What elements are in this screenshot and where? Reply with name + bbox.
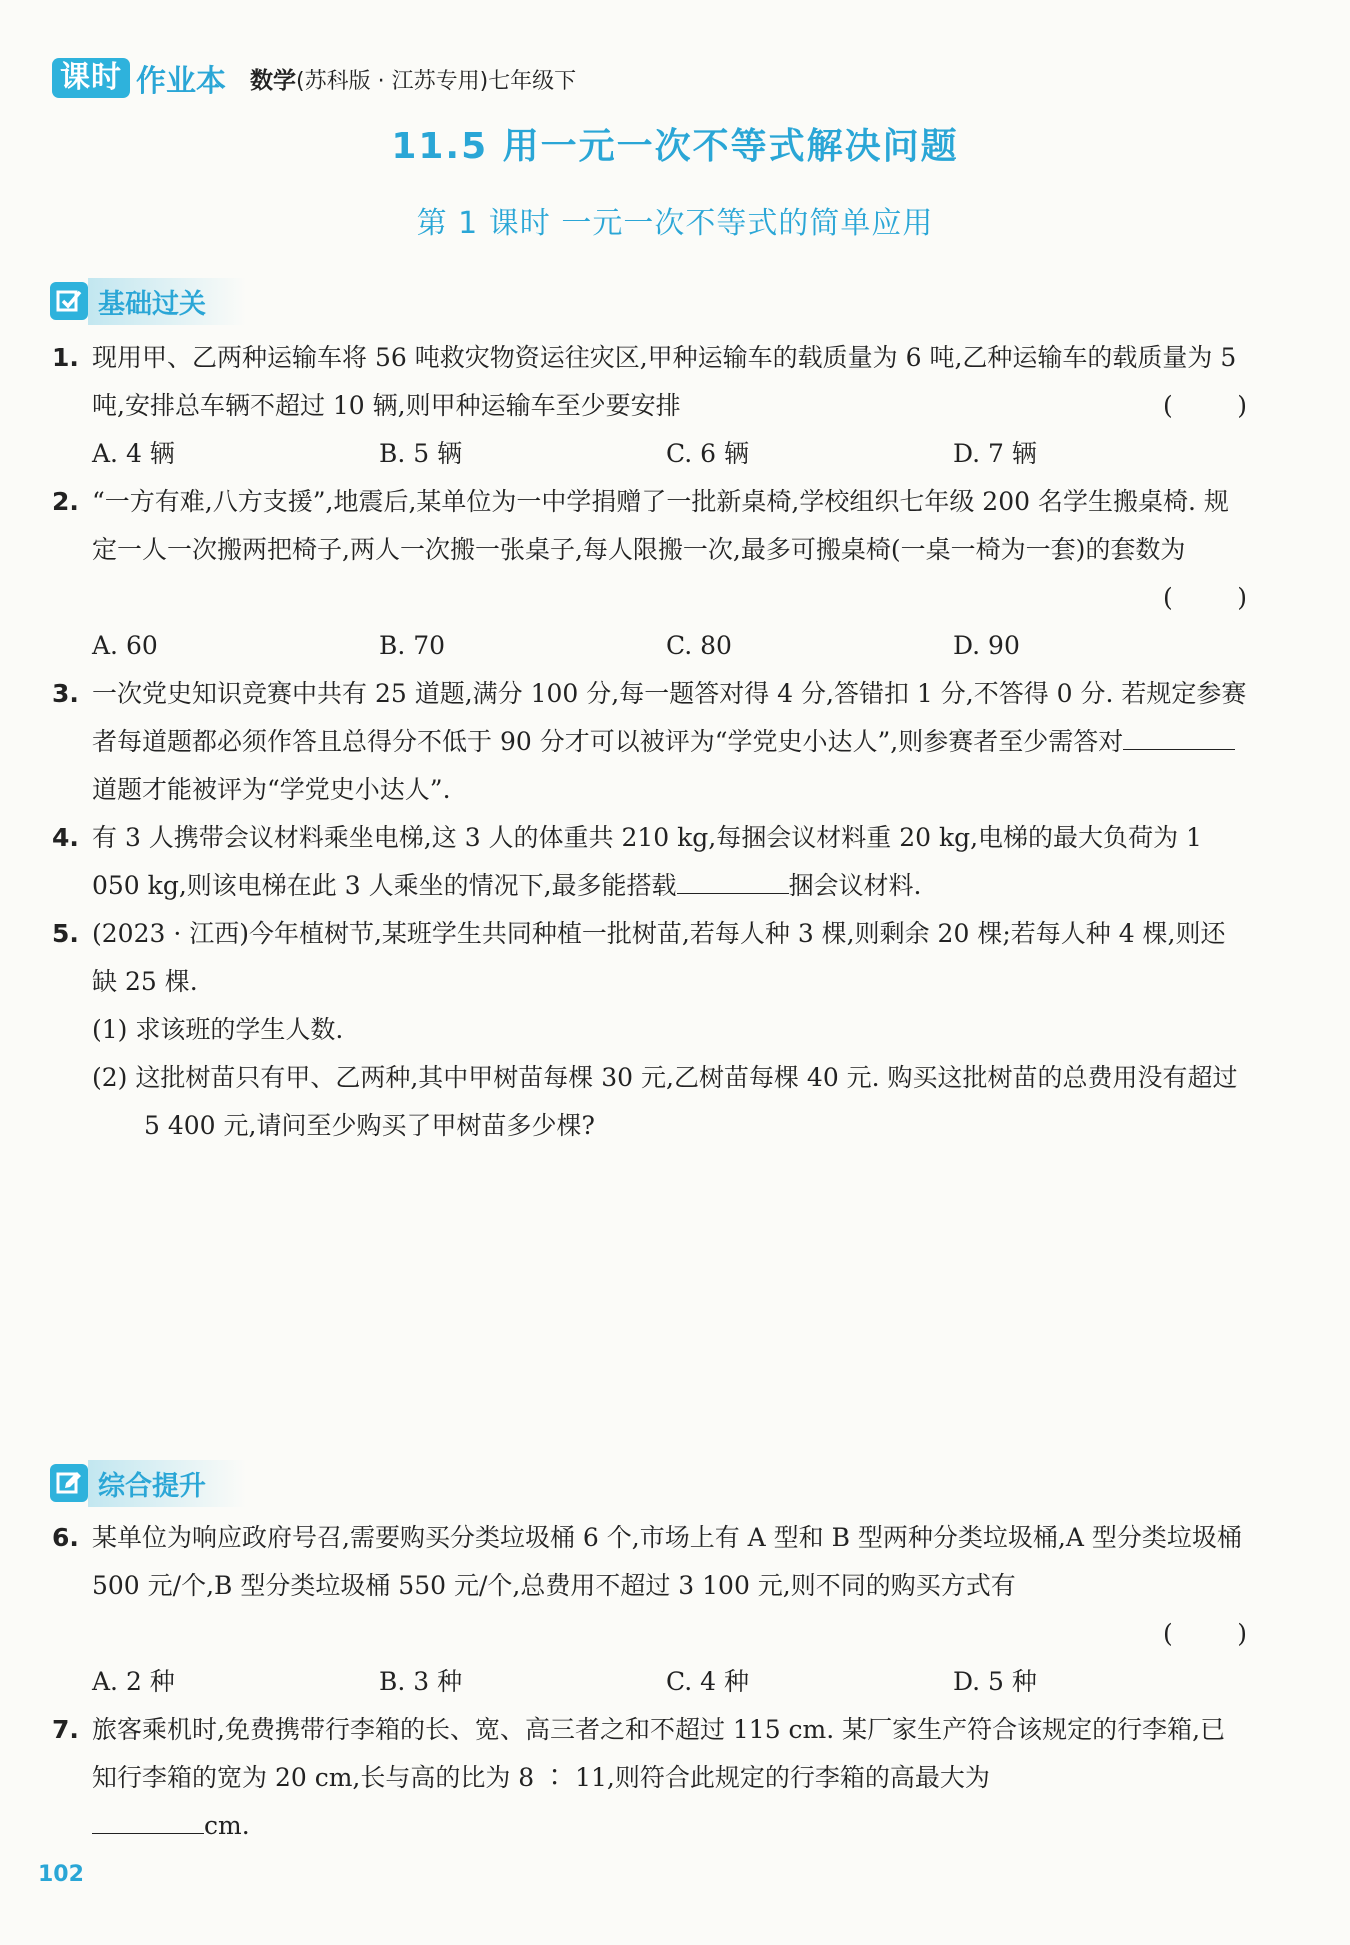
option-c[interactable]: C. 6 辆 — [666, 439, 749, 468]
logo-box: 课时 — [52, 58, 130, 98]
question-text-tail: 道题才能被评为“学党史小达人”. — [92, 775, 451, 804]
lesson-title: 第 1 课时 一元一次不等式的简单应用 — [416, 206, 934, 241]
option-d[interactable]: D. 5 种 — [953, 1667, 1037, 1696]
answer-line — [52, 1802, 1247, 1850]
question-2 — [52, 478, 1247, 622]
section-label: 综合提升 — [88, 1460, 246, 1507]
option-b[interactable]: B. 3 种 — [379, 1667, 463, 1696]
section-bar-advanced — [50, 1462, 246, 1504]
question-text: 旅客乘机时,免费携带行李箱的长、宽、高三者之和不超过 115 cm. 某厂家生产符合该规定的行李箱,已知行李箱的宽为 20 cm,长与高的比为 8 ∶ 11,则符合此规定的行李箱的高最大为 — [92, 1715, 1226, 1792]
subject: 数学 — [250, 67, 296, 94]
section-title: 11.5 用一元一次不等式解决问题 — [391, 126, 959, 167]
question-text-tail: 捆会议材料. — [788, 871, 922, 900]
question-text: 某单位为响应政府号召,需要购买分类垃圾桶 6 个,市场上有 A 型和 B 型两种分类垃圾桶,A 型分类垃圾桶 500 元/个,B 型分类垃圾桶 550 元/个,总费用不超过 3 100 元,则不同的购买方式有 — [92, 1523, 1242, 1600]
option-b[interactable]: B. 70 — [379, 631, 446, 660]
question-3 — [52, 670, 1247, 814]
answer-bracket[interactable]: ( ) — [1163, 1619, 1247, 1648]
edition: (苏科版 · 江苏专用)七年级下 — [296, 68, 577, 94]
book-header — [52, 56, 576, 100]
sub-question-2: (2) 这批树苗只有甲、乙两种,其中甲树苗每棵 30 元,乙树苗每棵 40 元. 购买这批树苗的总费用没有超过 5 400 元,请问至少购买了甲树苗多少棵? — [92, 1063, 1238, 1140]
option-b[interactable]: B. 5 辆 — [379, 439, 463, 468]
unit-text: cm. — [204, 1811, 250, 1840]
question-number: 5. — [52, 919, 79, 948]
sub-question-1: (1) 求该班的学生人数. — [92, 1015, 344, 1044]
bracket-row — [52, 1610, 1247, 1658]
question-4 — [52, 814, 1247, 910]
question-number: 7. — [52, 1715, 79, 1744]
questions-basic — [52, 334, 1247, 1150]
option-d[interactable]: D. 7 辆 — [953, 439, 1037, 468]
logo-text: 作业本 — [136, 64, 226, 99]
question-text: 有 3 人携带会议材料乘坐电梯,这 3 人的体重共 210 kg,每捆会议材料重 20 kg,电梯的最大负荷为 1 050 kg,则该电梯在此 3 人乘坐的情况下,最多能搭载 — [92, 823, 1202, 900]
section-bar-basic — [50, 280, 246, 322]
question-number: 6. — [52, 1523, 79, 1552]
options-row — [52, 1658, 1247, 1706]
answer-blank[interactable] — [92, 1809, 204, 1834]
option-c[interactable]: C. 4 种 — [666, 1667, 749, 1696]
question-text: 现用甲、乙两种运输车将 56 吨救灾物资运往灾区,甲种运输车的载质量为 6 吨,乙种运输车的载质量为 5 吨,安排总车辆不超过 10 辆,则甲种运输车至少要安排 — [92, 343, 1237, 420]
question-6 — [52, 1514, 1247, 1610]
question-number: 2. — [52, 487, 79, 516]
question-text: “一方有难,八方支援”,地震后,某单位为一中学捐赠了一批新桌椅,学校组织七年级 200 名学生搬桌椅. 规定一人一次搬两把椅子,两人一次搬一张桌子,每人限搬一次,最多可搬桌椅(一桌一椅为一套)的套数为 — [92, 487, 1229, 564]
options-row — [52, 430, 1247, 478]
options-row — [52, 622, 1247, 670]
option-a[interactable]: A. 4 辆 — [92, 439, 175, 468]
option-d[interactable]: D. 90 — [953, 631, 1020, 660]
question-number: 3. — [52, 679, 79, 708]
question-number: 1. — [52, 343, 79, 372]
answer-bracket[interactable]: ( ) — [1163, 391, 1247, 420]
answer-blank[interactable] — [1123, 725, 1235, 750]
question-number: 4. — [52, 823, 79, 852]
book-title — [250, 62, 576, 95]
option-a[interactable]: A. 2 种 — [92, 1667, 175, 1696]
question-text: 一次党史知识竞赛中共有 25 道题,满分 100 分,每一题答对得 4 分,答错扣 1 分,不答得 0 分. 若规定参赛者每道题都必须作答且总得分不低于 90 分才可以被评为“学党史小达人”,则参赛者至少需答对 — [92, 679, 1247, 756]
question-1 — [52, 334, 1247, 430]
answer-blank[interactable] — [677, 869, 789, 894]
option-a[interactable]: A. 60 — [92, 631, 158, 660]
check-icon — [50, 282, 88, 320]
section-label: 基础过关 — [88, 278, 246, 325]
questions-advanced — [52, 1514, 1247, 1850]
question-5 — [52, 910, 1247, 1006]
question-7 — [52, 1706, 1247, 1802]
question-text: (2023 · 江西)今年植树节,某班学生共同种植一批树苗,若每人种 3 棵,则剩余 20 棵;若每人种 4 棵,则还缺 25 棵. — [92, 919, 1226, 996]
answer-bracket[interactable]: ( ) — [1163, 583, 1247, 612]
pencil-icon — [50, 1464, 88, 1502]
page-number: 102 — [38, 1862, 84, 1887]
option-c[interactable]: C. 80 — [666, 631, 732, 660]
